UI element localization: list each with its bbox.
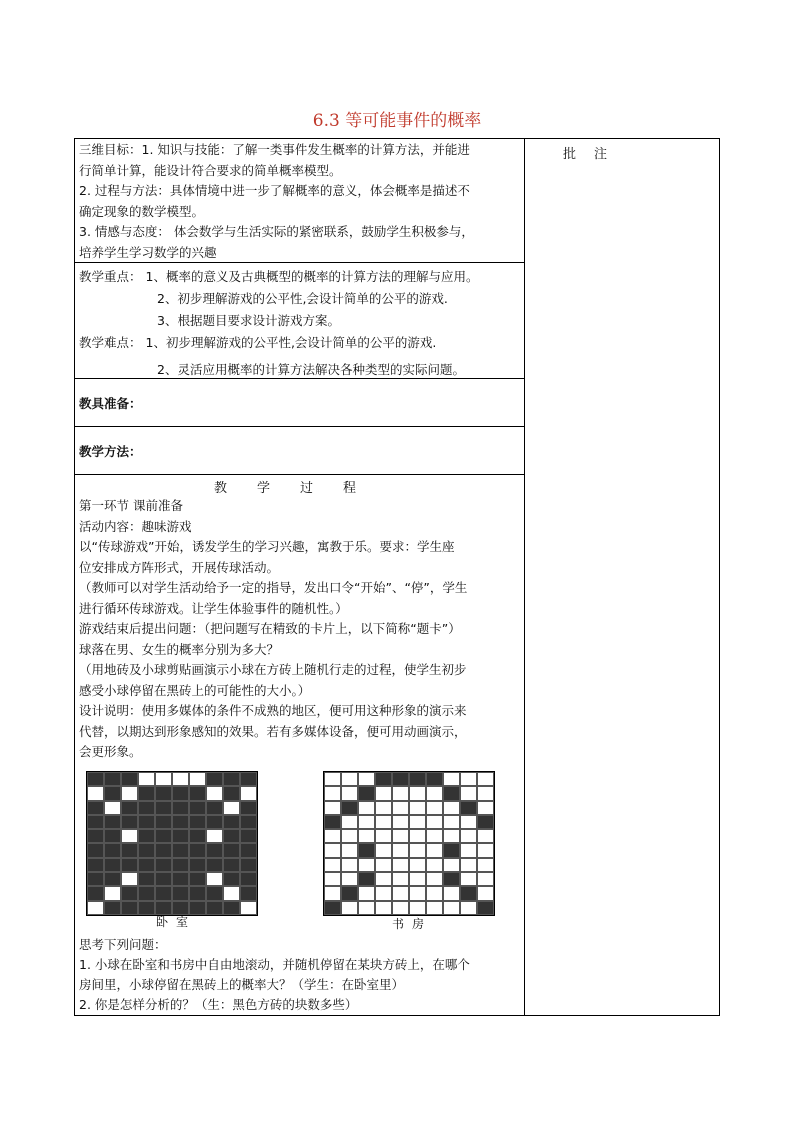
black-tile [138,886,155,900]
black-tile [121,901,138,915]
white-tile [206,872,223,886]
white-tile [443,815,460,829]
process-line: （教师可以对学生活动给予一定的指导，发出口令“开始”、“停”，学生 [79,580,468,595]
black-tile [121,886,138,900]
black-tile [443,872,460,886]
black-tile [223,843,240,857]
black-tile [104,815,121,829]
white-tile [426,872,443,886]
black-tile [240,858,257,872]
black-tile [87,772,104,786]
white-tile [409,786,426,800]
process-line: 感受小球停留在黑砖上的可能性的大小。） [79,682,311,698]
black-tile [87,858,104,872]
process-line: 球落在男、女生的概率分别为多大？ [79,641,280,657]
black-tile [155,786,172,800]
white-tile [206,786,223,800]
black-tile [87,872,104,886]
black-tile [104,772,121,786]
black-tile [104,843,121,857]
notes-column-header: 批注 [563,147,626,162]
white-tile [460,786,477,800]
white-tile [324,829,341,843]
methods-label: 教学方法： [79,444,142,459]
black-tile [206,801,223,815]
white-tile [341,786,358,800]
key-points-label: 教学重点： [79,269,142,284]
black-tile [240,886,257,900]
black-tile [341,886,358,900]
black-tile [155,801,172,815]
white-tile [375,801,392,815]
white-tile [341,843,358,857]
white-tile [426,858,443,872]
white-tile [460,843,477,857]
black-tile [138,801,155,815]
objectives-line: 3. 情感与态度： 体会数学与生活实际的紧密联系，鼓励学生积极参与， [79,224,474,239]
black-tile [121,843,138,857]
black-tile [172,858,189,872]
black-tile [155,843,172,857]
black-tile [358,872,375,886]
black-tile [240,772,257,786]
white-tile [324,786,341,800]
objectives-line: 行简单计算，能设计符合要求的简单概率模型。 [79,162,342,178]
black-tile [240,872,257,886]
white-tile [443,801,460,815]
black-tile [443,786,460,800]
white-tile [443,772,460,786]
study-caption: 书房 [392,917,433,931]
black-tile [324,901,341,915]
white-tile [443,886,460,900]
black-tile [172,872,189,886]
white-tile [358,772,375,786]
black-tile [189,815,206,829]
black-tile [172,843,189,857]
white-tile [358,801,375,815]
black-tile [138,786,155,800]
process-section [79,496,521,763]
black-tile [240,801,257,815]
white-tile [426,901,443,915]
white-tile [121,786,138,800]
black-tile [172,886,189,900]
black-tile [358,843,375,857]
black-tile [104,786,121,800]
black-tile [206,858,223,872]
white-tile [460,858,477,872]
white-tile [409,858,426,872]
black-tile [240,829,257,843]
objectives-line: 三维目标：1. 知识与技能：了解一类事件发生概率的计算方法，并能进 [79,142,470,157]
tools-label: 教具准备： [79,396,142,411]
white-tile [426,815,443,829]
black-tile [189,801,206,815]
white-tile [324,886,341,900]
process-line: 设计说明：使用多媒体的条件不成熟的地区，便可用这种形象的演示来 [79,703,467,718]
white-tile [392,886,409,900]
white-tile [375,786,392,800]
white-tile [375,829,392,843]
black-tile [223,772,240,786]
key-point-item: 1、概率的意义及古典概型的概率的计算方法的理解与应用。 [145,269,479,284]
white-tile [392,786,409,800]
white-tile [240,901,257,915]
white-tile [341,815,358,829]
white-tile [223,801,240,815]
black-tile [138,815,155,829]
white-tile [375,901,392,915]
white-tile [409,901,426,915]
black-tile [104,901,121,915]
white-tile [324,872,341,886]
white-tile [341,772,358,786]
white-tile [341,829,358,843]
black-tile [138,872,155,886]
white-tile [121,872,138,886]
black-tile [155,886,172,900]
white-tile [460,829,477,843]
white-tile [341,901,358,915]
black-tile [104,872,121,886]
black-tile [121,772,138,786]
white-tile [460,872,477,886]
white-tile [375,815,392,829]
objectives-section [79,140,521,263]
white-tile [443,829,460,843]
white-tile [409,829,426,843]
black-tile [138,843,155,857]
key-point-item: 3、根据题目要求设计游戏方案。 [157,313,340,328]
black-tile [375,772,392,786]
black-tile [121,815,138,829]
white-tile [477,829,494,843]
white-tile [443,901,460,915]
white-tile [426,886,443,900]
white-tile [477,872,494,886]
white-tile [460,772,477,786]
black-tile [223,829,240,843]
black-tile [155,858,172,872]
white-tile [358,901,375,915]
black-tile [104,858,121,872]
black-tile [87,829,104,843]
white-tile [409,886,426,900]
white-tile [409,872,426,886]
black-tile [121,858,138,872]
white-tile [87,786,104,800]
black-tile [138,858,155,872]
white-tile [358,815,375,829]
black-tile [223,858,240,872]
process-line: 活动内容：趣味游戏 [79,518,192,534]
key-points-section [79,266,521,381]
white-tile [341,872,358,886]
process-line: 以“传球游戏”开始，诱发学生的学习兴趣，寓教于乐。要求：学生座 [79,539,455,554]
black-tile [477,815,494,829]
white-tile [477,886,494,900]
black-tile [172,801,189,815]
black-tile [206,772,223,786]
objectives-line: 培养学生学习数学的兴趣 [79,244,217,260]
black-tile [223,786,240,800]
black-tile [223,815,240,829]
question-line: 思考下列问题： [79,937,167,952]
black-tile [206,843,223,857]
white-tile [375,886,392,900]
black-tile [341,801,358,815]
study-tile-grid [323,771,495,916]
white-tile [392,858,409,872]
white-tile [443,858,460,872]
white-tile [477,858,494,872]
black-tile [240,815,257,829]
bedroom-tile-grid [86,771,258,916]
black-tile [189,886,206,900]
white-tile [460,815,477,829]
black-tile [172,786,189,800]
white-tile [155,772,172,786]
difficulty-item: 2、灵活应用概率的计算方法解决各种类型的实际问题。 [157,362,465,377]
black-tile [155,815,172,829]
process-header: 教学过程 [213,481,386,496]
white-tile [426,801,443,815]
black-tile [240,843,257,857]
white-tile [172,772,189,786]
black-tile [460,886,477,900]
black-tile [138,829,155,843]
white-tile [426,843,443,857]
white-tile [240,786,257,800]
black-tile [87,843,104,857]
black-tile [358,786,375,800]
black-tile [189,843,206,857]
row-divider [74,426,525,427]
white-tile [392,843,409,857]
key-point-item: 2、初步理解游戏的公平性,会设计简单的公平的游戏. [157,291,448,306]
black-tile [87,815,104,829]
black-tile [155,829,172,843]
white-tile [121,829,138,843]
white-tile [206,829,223,843]
process-line: 会更形象。 [79,744,142,759]
black-tile [206,886,223,900]
white-tile [409,843,426,857]
black-tile [104,829,121,843]
question-line: 房间里，小球停留在黑砖上的概率大？（学生：在卧室里） [79,977,405,992]
process-line: （用地砖及小球剪贴画演示小球在方砖上随机行走的过程，使学生初步 [79,662,467,677]
black-tile [189,786,206,800]
black-tile [189,858,206,872]
process-line: 进行循环传球游戏。让学生体验事件的随机性。） [79,600,348,616]
white-tile [87,901,104,915]
white-tile [392,829,409,843]
white-tile [104,886,121,900]
process-line: 代替，以期达到形象感知的效果。若有多媒体设备，便可用动画演示， [79,723,467,739]
white-tile [375,843,392,857]
black-tile [206,815,223,829]
white-tile [426,786,443,800]
black-tile [324,815,341,829]
black-tile [87,886,104,900]
black-tile [172,829,189,843]
white-tile [358,858,375,872]
white-tile [358,886,375,900]
white-tile [477,801,494,815]
black-tile [392,772,409,786]
black-tile [460,801,477,815]
white-tile [324,801,341,815]
objectives-line: 确定现象的数学模型。 [79,203,205,219]
white-tile [223,886,240,900]
white-tile [477,772,494,786]
black-tile [155,872,172,886]
black-tile [138,901,155,915]
black-tile [443,843,460,857]
white-tile [358,829,375,843]
black-tile [223,901,240,915]
white-tile [392,801,409,815]
difficulties-label: 教学难点： [79,335,142,350]
black-tile [87,801,104,815]
page-title: 6.3 等可能事件的概率 [312,111,482,131]
black-tile [477,901,494,915]
white-tile [460,901,477,915]
black-tile [189,829,206,843]
objectives-line: 2. 过程与方法：具体情境中进一步了解概率的意义，体会概率是描述不 [79,183,470,198]
black-tile [426,772,443,786]
white-tile [104,801,121,815]
white-tile [477,786,494,800]
black-tile [223,872,240,886]
black-tile [172,815,189,829]
white-tile [341,858,358,872]
white-tile [189,772,206,786]
white-tile [324,843,341,857]
white-tile [324,772,341,786]
black-tile [189,872,206,886]
black-tile [409,772,426,786]
white-tile [392,901,409,915]
column-divider [524,138,525,1016]
white-tile [375,872,392,886]
white-tile [392,872,409,886]
white-tile [409,815,426,829]
process-line: 第一环节 课前准备 [79,498,183,513]
white-tile [138,772,155,786]
process-line: 位安排成方阵形式，开展传球活动。 [79,559,280,575]
questions-section [79,935,521,1015]
white-tile [426,829,443,843]
white-tile [477,843,494,857]
bedroom-caption: 卧室 [156,915,197,929]
white-tile [375,858,392,872]
row-divider [74,474,525,475]
process-line: 游戏结束后提出问题：（把问题写在精致的卡片上，以下简称“题卡”） [79,621,461,636]
question-line: 2. 你是怎样分析的？（生：黑色方砖的块数多些） [79,997,358,1012]
question-line: 1. 小球在卧室和书房中自由地滚动，并随机停留在某块方砖上，在哪个 [79,957,470,972]
white-tile [324,858,341,872]
difficulty-item: 1、初步理解游戏的公平性,会设计简单的公平的游戏. [145,335,437,350]
white-tile [409,801,426,815]
black-tile [121,801,138,815]
black-tile [206,901,223,915]
white-tile [392,815,409,829]
